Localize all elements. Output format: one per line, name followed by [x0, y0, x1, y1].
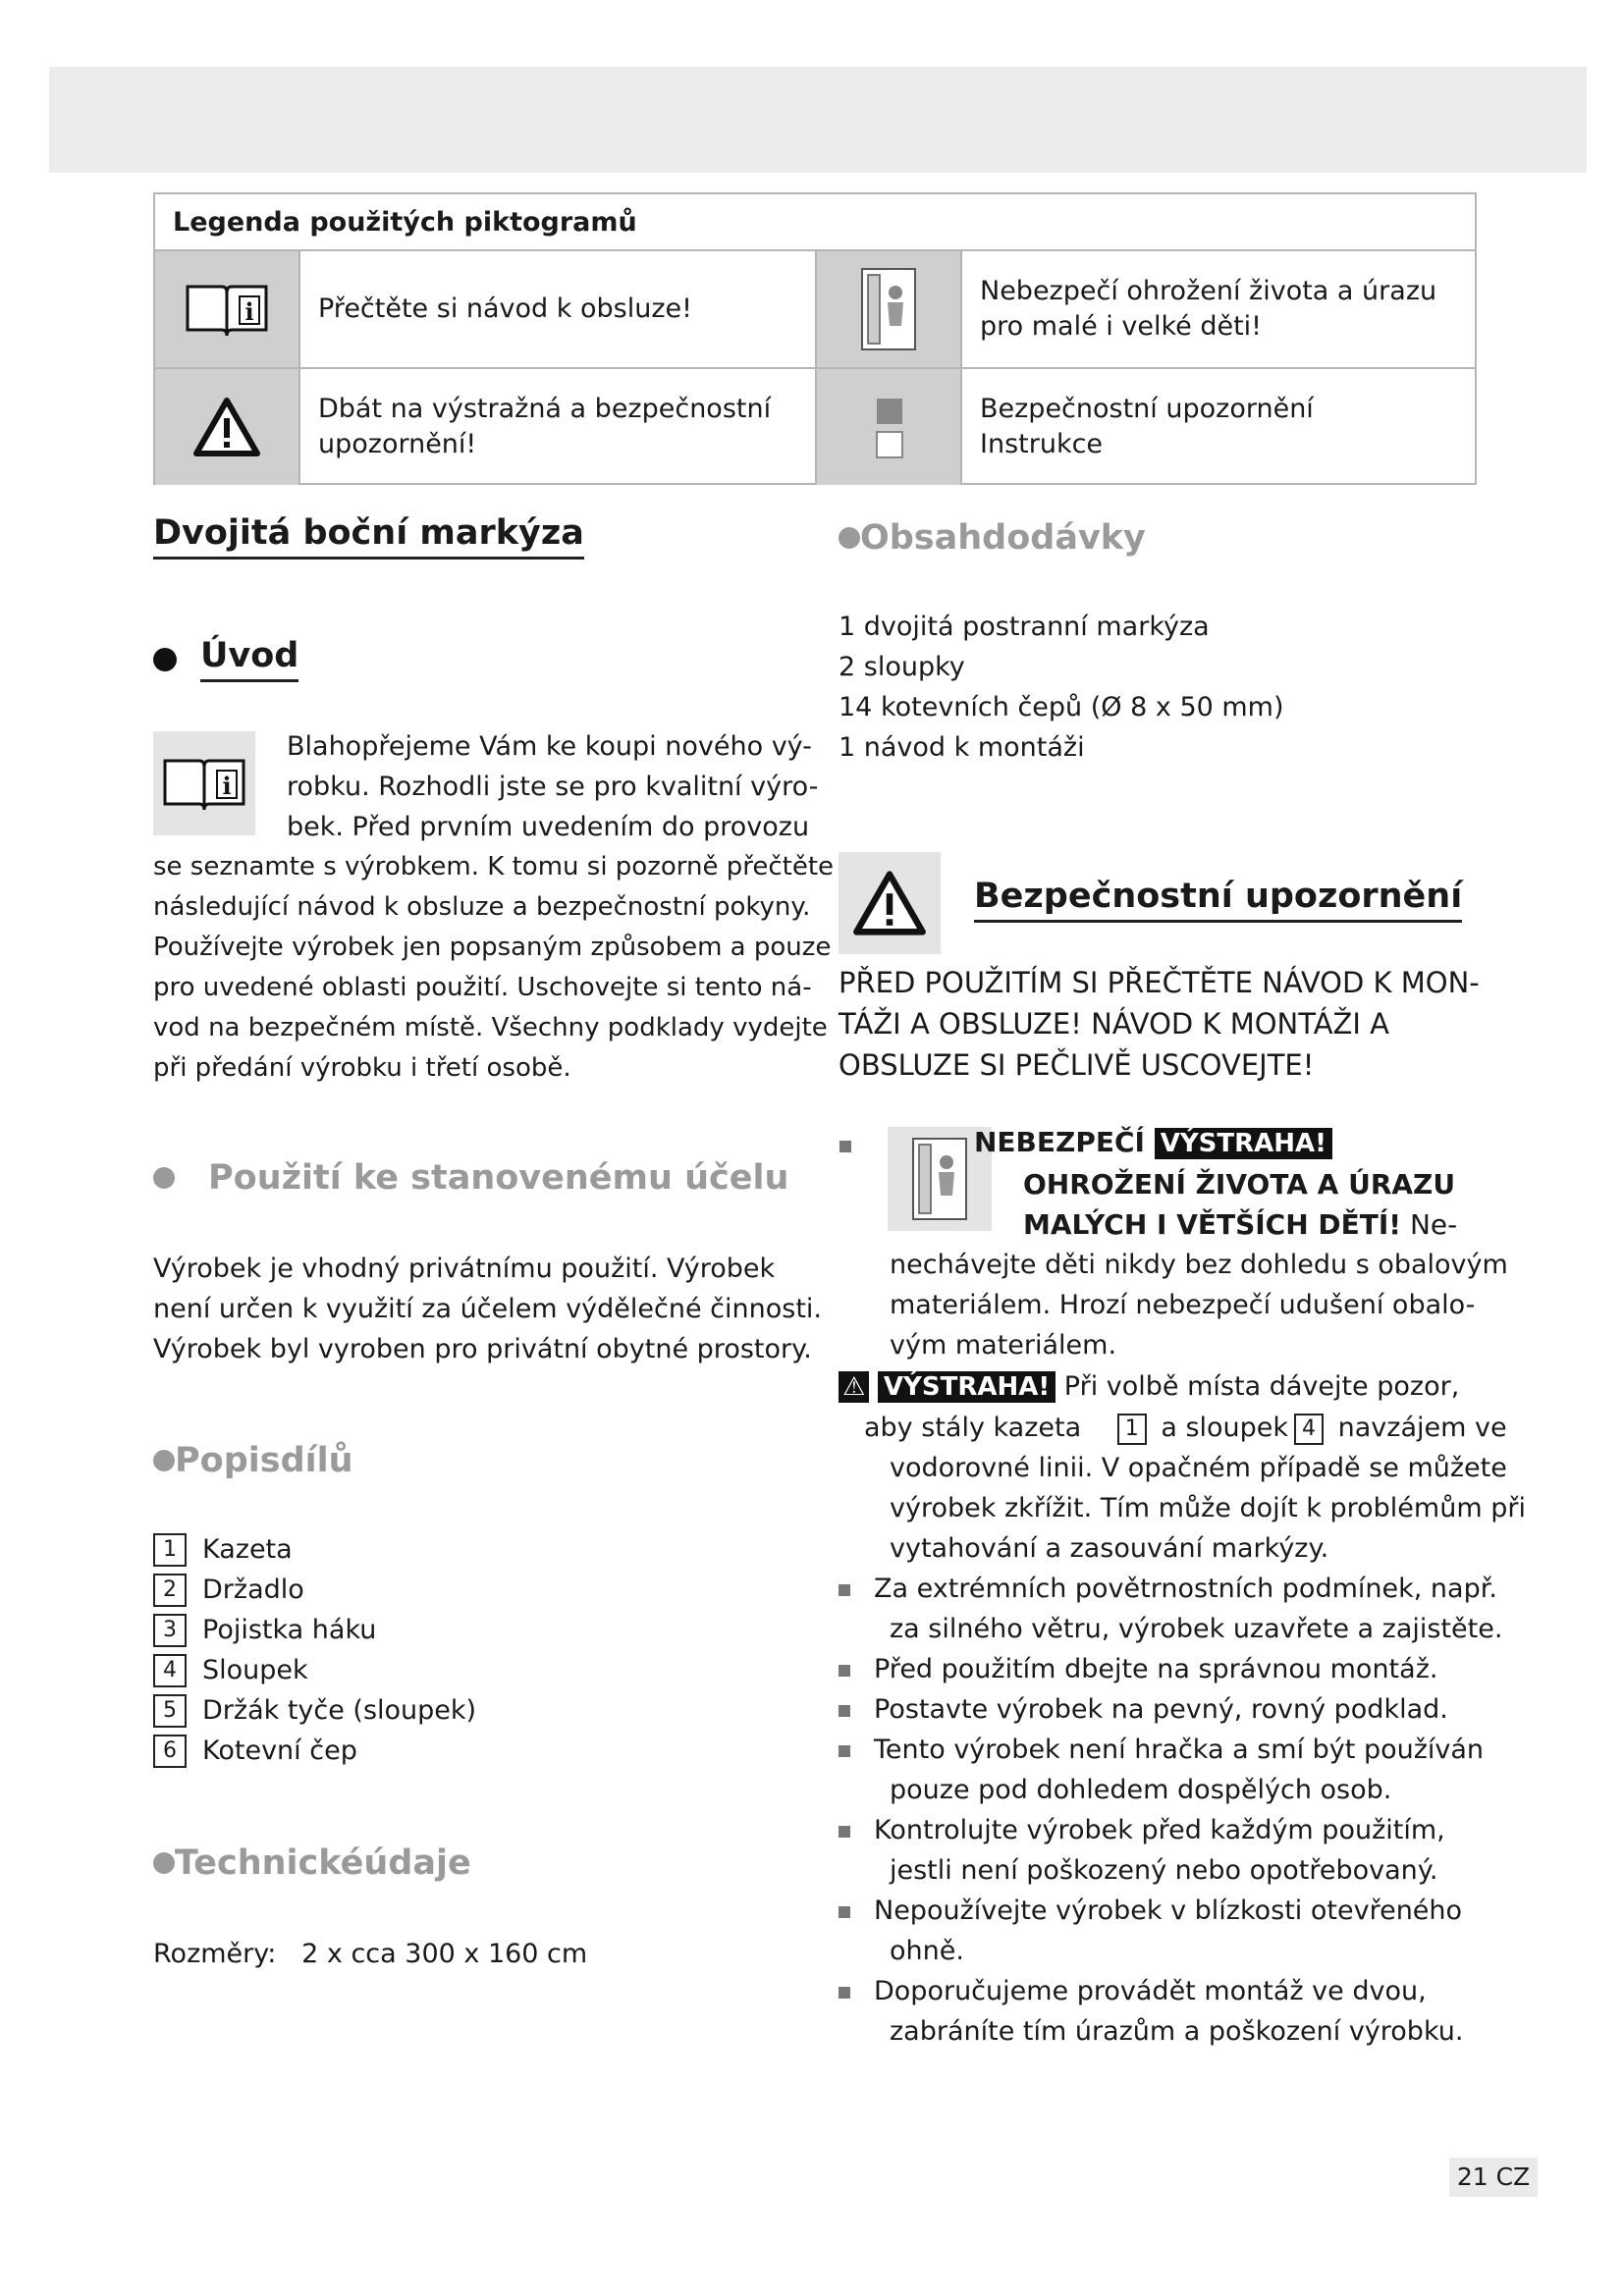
read-manual-icon — [153, 731, 255, 835]
list-item: 1 návod k montáži — [839, 732, 1085, 763]
bullet-square-icon — [839, 1665, 850, 1677]
bullet-square-icon — [839, 1745, 850, 1757]
bullet-square-icon — [839, 1141, 851, 1152]
intro-text — [153, 847, 834, 1089]
bullet-square-icon — [839, 1705, 850, 1717]
read-manual-icon — [155, 251, 300, 367]
danger-badge: VÝSTRAHA! — [1155, 1128, 1332, 1159]
main-title: Dvojitá boční markýza — [153, 513, 584, 560]
legend-text-child-danger: Nebezpečí ohrožení života a úrazu pro malé i velké děti! — [980, 276, 1437, 342]
list-item: 4 Sloupek — [153, 1650, 476, 1690]
page-number: 21 CZ — [1449, 2158, 1538, 2197]
bullet-dot-icon — [153, 648, 177, 671]
intro-heading: Úvod — [153, 636, 298, 682]
danger-label-row — [974, 1125, 1332, 1160]
list-item: Tento výrobek není hračka a smí být používán pouze pod dohledem dospělých osob. — [839, 1730, 1502, 1810]
child-danger-icon — [817, 251, 962, 367]
list-item: Nepoužívejte výrobek v blízkosti otevřeného ohně. — [839, 1891, 1502, 1971]
list-item: Za extrémních povětrnostních podmínek, např. za silného větru, výrobek uzavřete a zajistěte. — [839, 1569, 1502, 1649]
warning-triangle-icon — [839, 852, 941, 954]
intro-text-top — [287, 726, 818, 847]
safety-heading: Bezpečnostní upozornění — [974, 877, 1462, 923]
pictogram-legend — [153, 192, 1477, 485]
intro-line: pro uvedené oblasti použití. Uschovejte si tento ná- — [153, 973, 812, 1002]
safety-caps-text: PŘED POUŽITÍM SI PŘEČTĚTE NÁVOD K MON- TÁŽI A OBSLUZE! NÁVOD K MONTÁŽI A OBSLUZE SI PEČLIVĚ USCOVEJTE! — [839, 966, 1480, 1082]
intro-line: při předání výrobku i třetí osobě. — [153, 1053, 571, 1083]
parts-heading: Popisdílů — [153, 1441, 353, 1480]
intro-line: bek. Před prvním uvedením do provozu — [287, 812, 810, 842]
bullet-square-icon — [839, 1906, 850, 1918]
danger-text: nechávejte děti nikdy bez dohledu s obalovým materiálem. Hrozí nebezpečí udušení obalo- vým materiálem. — [890, 1250, 1508, 1361]
legend-title: Legenda použitých piktogramů — [155, 194, 1475, 251]
intro-line: Používejte výrobek jen popsaným způsobem a pouze — [153, 933, 832, 962]
list-item: 2 Držadlo — [153, 1570, 476, 1610]
contents-list — [839, 607, 1284, 768]
intro-line: následující návod k obsluze a bezpečnostní pokyny. — [153, 892, 811, 922]
intro-line: se seznamte s výrobkem. K tomu si pozorně přečtěte — [153, 852, 835, 881]
bullet-dot-icon — [153, 1167, 175, 1189]
safety-bullet-list — [839, 1569, 1502, 2052]
parts-list — [153, 1529, 476, 1771]
usage-line: Výrobek je vhodný privátnímu použití. Výrobek — [153, 1254, 776, 1284]
list-item: Postavte výrobek na pevný, rovný podklad. — [839, 1689, 1502, 1730]
intro-line: robku. Rozhodli jste se pro kvalitní výro- — [287, 772, 819, 802]
bullet-square-icon — [839, 1987, 850, 1999]
bullet-square-icon — [839, 1584, 850, 1596]
legend-text-read-manual: Přečtěte si návod k obsluze! — [300, 251, 817, 367]
list-item: 3 Pojistka háku — [153, 1610, 476, 1650]
warning-second-line: aby stály kazeta 1 a sloupek 4 navzájem ve — [864, 1413, 1507, 1443]
warning-triangle-icon: ⚠ — [839, 1371, 869, 1403]
svg-text:i: i — [244, 297, 254, 326]
legend-text-bullets — [962, 369, 1457, 485]
legend-safety-label: Bezpečnostní upozornění — [980, 394, 1314, 424]
list-item: Kontrolujte výrobek před každým použitím, jestli není poškozený nebo opotřebovaný. — [839, 1810, 1502, 1891]
tech-data — [153, 1934, 587, 1974]
usage-heading: Použití ke stanovenému účelu — [153, 1158, 788, 1198]
bullet-dot-icon — [153, 1852, 175, 1874]
list-item: 6 Kotevní čep — [153, 1731, 476, 1771]
tech-value: 2 x cca 300 x 160 cm — [301, 1939, 588, 1969]
danger-bold-text: OHROŽENÍ ŽIVOTA A ÚRAZU MALÝCH I VĚTŠÍCH DĚTÍ! Ne- — [1023, 1168, 1458, 1241]
list-item: Před použitím dbejte na správnou montáž. — [839, 1649, 1502, 1689]
usage-text — [153, 1249, 822, 1369]
svg-text:i: i — [222, 772, 232, 800]
intro-line: vod na bezpečném místě. Všechny podklady vydejte — [153, 1013, 828, 1042]
intro-line: Blahopřejeme Vám ke koupi nového vý- — [287, 731, 812, 762]
list-item: 1 dvojitá postranní markýza — [839, 612, 1210, 642]
warning-triangle-icon — [155, 369, 300, 485]
tech-heading: Technickéúdaje — [153, 1843, 471, 1883]
danger-label: NEBEZPEČÍ — [974, 1126, 1145, 1158]
bullet-square-icon — [839, 1826, 850, 1838]
legend-instruction-label: Instrukce — [980, 429, 1104, 459]
warning-text: vodorovné linii. V opačném případě se můžete výrobek zkřížit. Tím může dojít k problémům při vytahování a zasouvání markýzy. — [890, 1453, 1526, 1564]
list-item: 5 Držák tyče (sloupek) — [153, 1690, 476, 1731]
list-item: 1 Kazeta — [153, 1529, 476, 1570]
warning-first-line: ⚠ VÝSTRAHA! Při volbě místa dávejte pozor, — [839, 1366, 1459, 1407]
warning-badge: VÝSTRAHA! — [878, 1371, 1056, 1403]
header-bar — [49, 67, 1587, 173]
usage-line: není určen k využití za účelem výdělečné činnosti. — [153, 1294, 822, 1324]
usage-line: Výrobek byl vyroben pro privátní obytné prostory. — [153, 1334, 812, 1364]
list-item: 14 kotevních čepů (Ø 8 x 50 mm) — [839, 692, 1284, 722]
bullet-squares-icon — [817, 369, 962, 485]
bullet-dot-icon — [153, 1450, 175, 1471]
list-item: Doporučujeme provádět montáž ve dvou, zabráníte tím úrazům a poškození výrobku. — [839, 1971, 1502, 2052]
bullet-dot-icon — [839, 527, 860, 549]
contents-heading: Obsahdodávky — [839, 518, 1146, 558]
list-item: 2 sloupky — [839, 652, 965, 682]
tech-label: Rozměry: — [153, 1939, 277, 1969]
legend-text-warning: Dbát na výstražná a bezpečnostní upozornění! — [300, 369, 817, 485]
